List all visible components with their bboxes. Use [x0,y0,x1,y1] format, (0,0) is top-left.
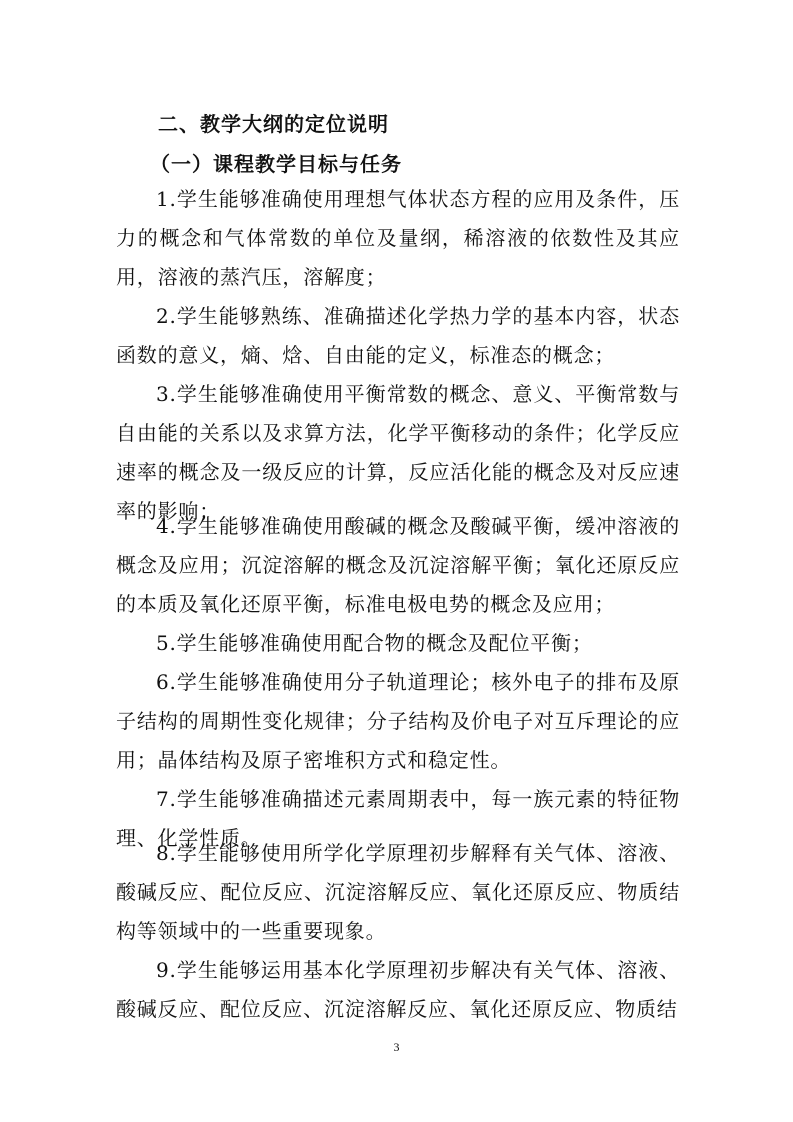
objective-paragraph: 3.学生能够准确使用平衡常数的概念、意义、平衡常数与自由能的关系以及求算方法，化学平衡移动的条件；化学反应速率的概念及一级反应的计算，反应活化能的概念及对反应速率的影响； [116,382,680,523]
objective-paragraph: 4.学生能够准确使用酸碱的概念及酸碱平衡，缓冲溶液的概念及应用；沉淀溶解的概念及沉淀溶解平衡；氧化还原反应的本质及氧化还原平衡，标准电极电势的概念及应用； [116,514,680,616]
objective-paragraph: 9.学生能够运用基本化学原理初步解决有关气体、溶液、酸碱反应、配位反应、沉淀溶解反应、氧化还原反应、物质结 [116,958,680,1021]
objective-paragraph: 5.学生能够准确使用配合物的概念及配位平衡； [156,631,593,655]
objective-paragraph: 6.学生能够准确使用分子轨道理论；核外电子的排布及原子结构的周期性变化规律；分子结构及价电子对互斥理论的应用；晶体结构及原子密堆积方式和稳定性。 [116,670,680,772]
objective-paragraph: 2.学生能够熟练、准确描述化学热力学的基本内容，状态函数的意义，熵、焓、自由能的定义，标准态的概念； [116,304,680,367]
page-number: 3 [393,1040,400,1054]
section-heading: 二、教学大纲的定位说明 [158,112,389,136]
objective-paragraph: 7.学生能够准确描述元素周期表中，每一族元素的特征物理、化学性质。 [116,787,680,850]
subsection-heading: （一）课程教学目标与任务 [150,152,402,176]
objective-paragraph: 8.学生能够使用所学化学原理初步解释有关气体、溶液、酸碱反应、配位反应、沉淀溶解反应、氧化还原反应、物质结构等领域中的一些重要现象。 [116,841,680,943]
objective-paragraph: 1.学生能够准确使用理想气体状态方程的应用及条件，压力的概念和气体常数的单位及量纲，稀溶液的依数性及其应用，溶液的蒸汽压，溶解度； [116,187,680,289]
